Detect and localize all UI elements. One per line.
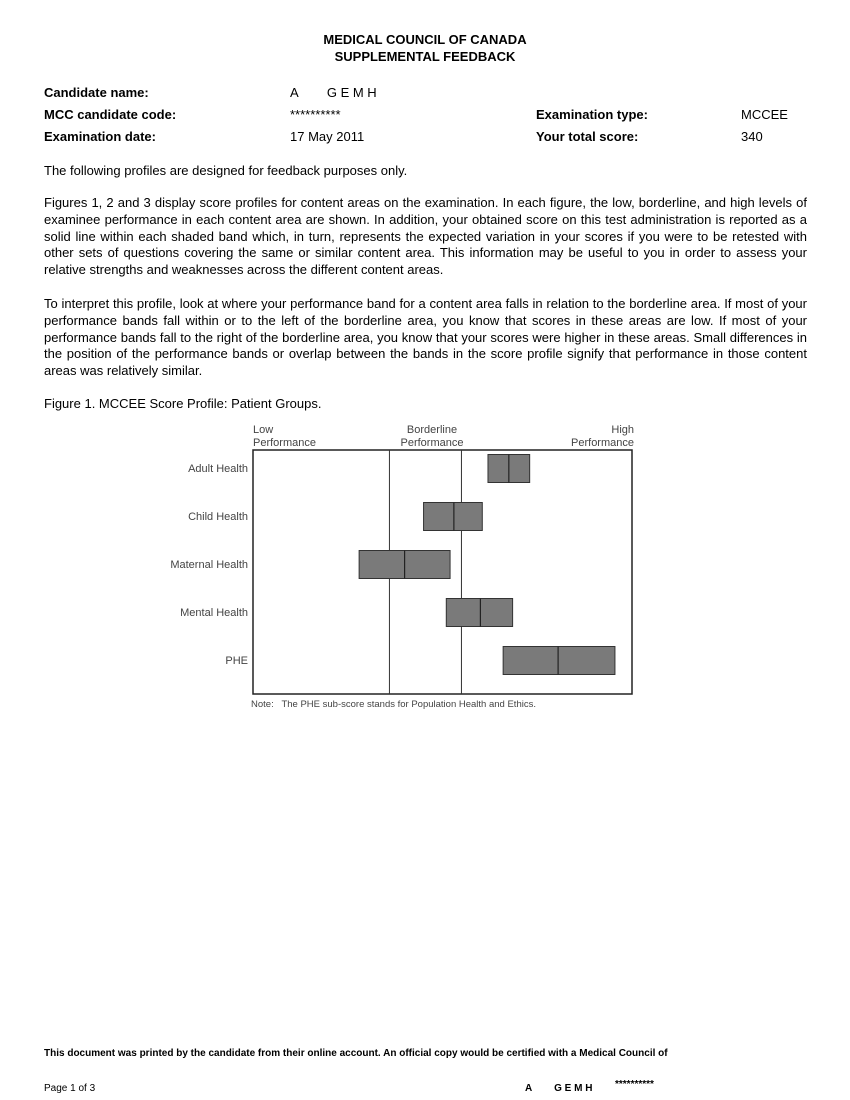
performance-band-mental-health xyxy=(446,599,512,627)
candidate-name-label: Candidate name: xyxy=(44,85,149,100)
footer-candidate-code: ********** xyxy=(615,1079,654,1090)
category-label-mental-health: Mental Health xyxy=(180,607,248,619)
high-label-line1: High xyxy=(611,424,634,436)
performance-band-child-health xyxy=(424,503,483,531)
total-score-value: 340 xyxy=(741,129,763,144)
low-label-line2: Performance xyxy=(253,437,316,449)
figures-paragraph: Figures 1, 2 and 3 display score profiles for content areas on the examination. In each figure, the low, borderline, and high levels of examinee performance in each content area are shown. In addition, your obtained score on this test administration is reported as a solid line within each shaded band which, in turn, represents the expected variation in your scores if you were to be retested with other sets of questions covering the same or similar content area. This information may be useful to you in order to assess your relative strengths and weaknesses across the different content areas. xyxy=(44,195,807,278)
borderline-label-line2: Performance xyxy=(400,437,464,449)
footer-candidate-name: A G E M H xyxy=(525,1083,593,1094)
mcc-code-label: MCC candidate code: xyxy=(44,107,177,122)
candidate-name-value: A G E M H xyxy=(290,85,377,100)
chart-note: Note: The PHE sub-score stands for Population Health and Ethics. xyxy=(251,699,536,710)
total-score-label: Your total score: xyxy=(536,129,639,144)
intro-paragraph: The following profiles are designed for feedback purposes only. xyxy=(44,163,408,178)
page-number: Page 1 of 3 xyxy=(44,1083,96,1094)
category-label-adult-health: Adult Health xyxy=(188,463,248,475)
figure-caption: Figure 1. MCCEE Score Profile: Patient Groups. xyxy=(44,396,322,411)
exam-type-value: MCCEE xyxy=(741,107,788,122)
mcc-code-value: ********** xyxy=(290,107,341,122)
high-label-line2: Performance xyxy=(571,437,634,449)
document-title: MEDICAL COUNCIL OF CANADA xyxy=(323,32,527,47)
category-label-phe: PHE xyxy=(225,655,248,667)
exam-date-label: Examination date: xyxy=(44,129,156,144)
footer-notice: This document was printed by the candidate from their online account. An official copy would be certified with a Medical Council of xyxy=(44,1048,668,1059)
document-subtitle: SUPPLEMENTAL FEEDBACK xyxy=(334,49,516,64)
performance-band-phe xyxy=(503,647,615,675)
interpret-paragraph: To interpret this profile, look at where your performance band for a content area falls in relation to the borderline area. If most of your performance bands fall within or to the left of the borderline area, you know that scores in these areas are low. If most of your performance bands fall to the right of the borderline area, you know that your scores were higher in these areas. Small differences in the position of the performance bands or overlap between the bands in the score profile signify that performance in those content areas was relatively similar. xyxy=(44,296,807,379)
exam-type-label: Examination type: xyxy=(536,107,648,122)
low-label-line1: Low xyxy=(253,424,274,436)
borderline-label-line1: Borderline xyxy=(406,424,458,436)
exam-date-value: 17 May 2011 xyxy=(290,129,365,144)
category-label-maternal-health: Maternal Health xyxy=(170,559,248,571)
category-label-child-health: Child Health xyxy=(188,511,248,523)
